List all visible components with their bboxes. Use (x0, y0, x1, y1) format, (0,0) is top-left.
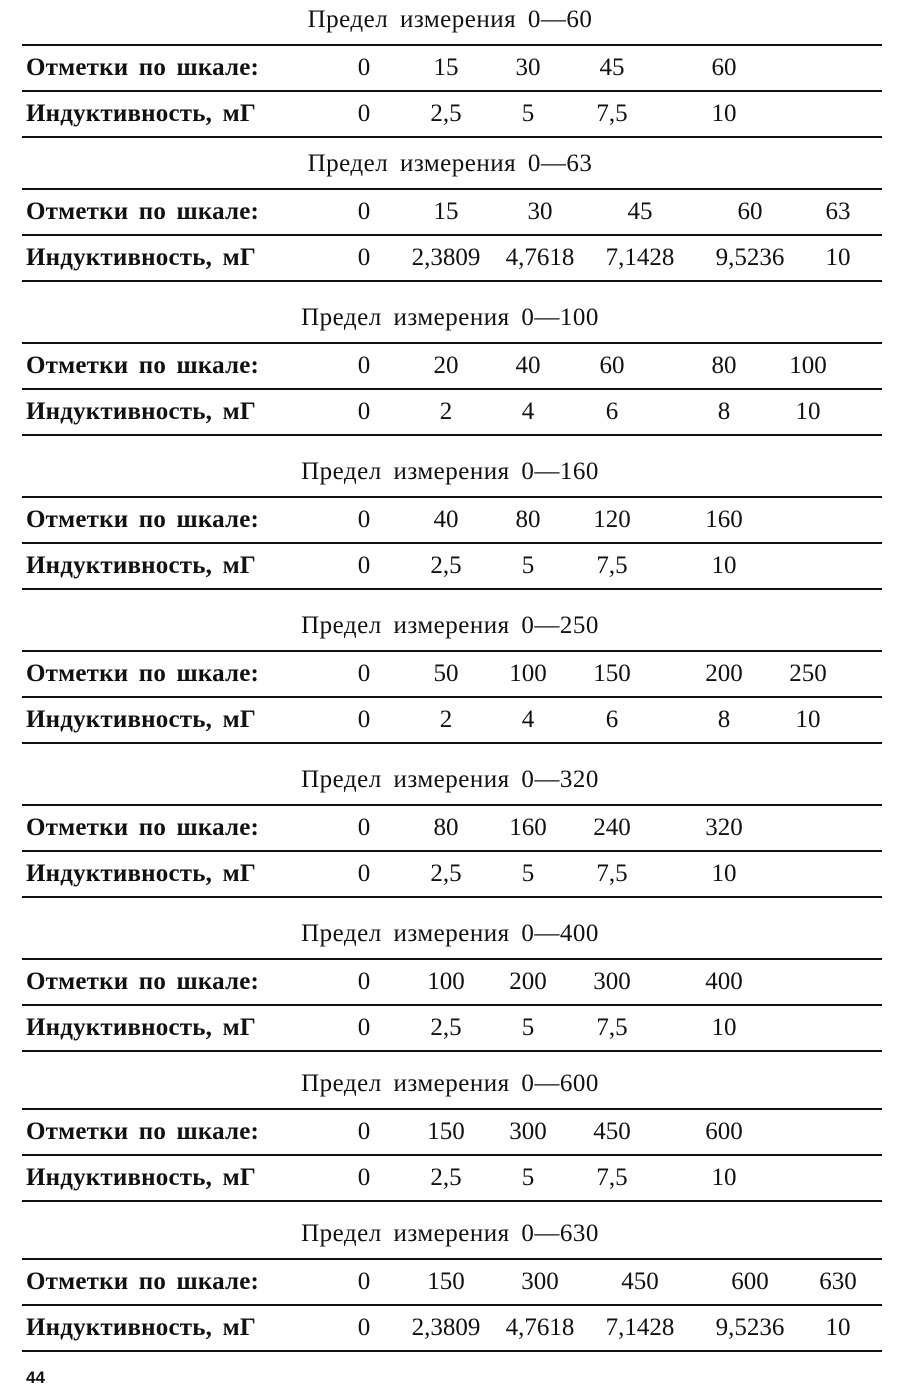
inductance-row (22, 1156, 882, 1200)
scale-marks-row (22, 344, 882, 390)
scale-mark-value: 30 (515, 54, 541, 81)
scale-table (22, 496, 882, 590)
row-label: Индуктивность, мГ (26, 552, 256, 579)
row-label: Отметки по шкале: (26, 198, 260, 225)
scale-mark-value: 0 (357, 54, 371, 81)
range-title: Предел измерения 0—630 (301, 1220, 599, 1247)
inductance-value: 6 (605, 706, 619, 733)
scale-mark-value (758, 46, 858, 90)
scale-table (22, 958, 882, 1052)
scale-mark-value: 200 (509, 968, 547, 995)
inductance-value: 0 (357, 860, 371, 887)
inductance-value: 4,7618 (505, 244, 575, 271)
scale-table (22, 44, 882, 138)
range-section (0, 760, 900, 914)
scale-table (22, 188, 882, 282)
scale-marks-row (22, 806, 882, 852)
range-title: Предел измерения 0—600 (301, 1070, 599, 1097)
inductance-value: 0 (357, 1014, 371, 1041)
scale-table (22, 1108, 882, 1202)
range-section (0, 914, 900, 1068)
range-section (0, 1214, 900, 1368)
inductance-value: 4 (521, 398, 535, 425)
range-title: Предел измерения 0—250 (301, 612, 599, 639)
row-label: Индуктивность, мГ (26, 1314, 256, 1341)
scale-mark-value: 15 (433, 198, 459, 225)
scale-mark-value: 100 (509, 660, 547, 687)
inductance-value: 10 (795, 398, 821, 425)
scale-mark-value: 150 (427, 1268, 465, 1295)
inductance-value: 10 (711, 552, 737, 579)
scale-mark-value: 63 (825, 198, 851, 225)
inductance-value: 7,1428 (605, 1314, 675, 1341)
scale-mark-value: 60 (711, 54, 737, 81)
inductance-value: 4,7618 (505, 1314, 575, 1341)
row-label: Отметки по шкале: (26, 1268, 260, 1295)
inductance-value: 8 (717, 706, 731, 733)
scale-mark-value: 100 (789, 352, 827, 379)
page-number: 44 (26, 1368, 45, 1387)
inductance-value: 10 (795, 706, 821, 733)
scale-mark-value: 450 (621, 1268, 659, 1295)
range-title: Предел измерения 0—60 (307, 6, 593, 33)
row-label: Индуктивность, мГ (26, 706, 256, 733)
inductance-row (22, 698, 882, 742)
scale-mark-value: 120 (593, 506, 631, 533)
inductance-value (758, 1156, 858, 1200)
inductance-value: 10 (825, 244, 851, 271)
scale-mark-value: 300 (521, 1268, 559, 1295)
range-title: Предел измерения 0—63 (307, 150, 593, 177)
scale-mark-value (758, 1110, 858, 1154)
scale-mark-value (758, 960, 858, 1004)
inductance-value: 0 (357, 706, 371, 733)
row-label: Отметки по шкале: (26, 814, 260, 841)
inductance-value: 10 (711, 1164, 737, 1191)
inductance-row (22, 852, 882, 896)
scale-table (22, 1258, 882, 1352)
inductance-value: 2 (439, 706, 453, 733)
scale-mark-value (758, 806, 858, 850)
scale-marks-row (22, 1260, 882, 1306)
inductance-value: 7,5 (596, 100, 628, 127)
range-section (0, 1064, 900, 1218)
inductance-value: 10 (711, 100, 737, 127)
scale-mark-value: 80 (711, 352, 737, 379)
row-label: Отметки по шкале: (26, 54, 260, 81)
range-title: Предел измерения 0—100 (301, 304, 599, 331)
row-label: Индуктивность, мГ (26, 1014, 256, 1041)
inductance-value: 5 (521, 1014, 535, 1041)
scale-mark-value: 160 (705, 506, 743, 533)
scale-mark-value (758, 498, 858, 542)
scale-mark-value: 40 (515, 352, 541, 379)
inductance-value (758, 544, 858, 588)
range-section (0, 144, 900, 298)
inductance-value: 2,5 (430, 100, 462, 127)
inductance-value: 7,5 (596, 1014, 628, 1041)
scale-mark-value: 320 (705, 814, 743, 841)
inductance-value: 8 (717, 398, 731, 425)
row-label: Индуктивность, мГ (26, 1164, 256, 1191)
scale-mark-value: 450 (593, 1118, 631, 1145)
inductance-value: 2,5 (430, 860, 462, 887)
range-section (0, 606, 900, 760)
scale-mark-value: 0 (357, 968, 371, 995)
scale-mark-value: 400 (705, 968, 743, 995)
scale-mark-value: 0 (357, 352, 371, 379)
scale-mark-value: 0 (357, 198, 371, 225)
inductance-value: 7,5 (596, 552, 628, 579)
row-label: Отметки по шкале: (26, 660, 260, 687)
inductance-value (758, 1006, 858, 1050)
inductance-value: 10 (711, 860, 737, 887)
inductance-value: 2 (439, 398, 453, 425)
scale-table (22, 804, 882, 898)
row-label: Отметки по шкале: (26, 968, 260, 995)
scale-mark-value: 40 (433, 506, 459, 533)
inductance-row (22, 1006, 882, 1050)
scale-mark-value: 100 (427, 968, 465, 995)
inductance-value (758, 92, 858, 136)
scale-mark-value: 45 (627, 198, 653, 225)
row-label: Индуктивность, мГ (26, 860, 256, 887)
scale-marks-row (22, 190, 882, 236)
scale-mark-value: 45 (599, 54, 625, 81)
inductance-value: 9,5236 (715, 1314, 785, 1341)
scale-marks-row (22, 652, 882, 698)
inductance-value: 0 (357, 244, 371, 271)
inductance-value: 5 (521, 100, 535, 127)
scale-mark-value: 20 (433, 352, 459, 379)
scale-mark-value: 0 (357, 1118, 371, 1145)
inductance-value: 9,5236 (715, 244, 785, 271)
inductance-value: 2,5 (430, 1014, 462, 1041)
row-label: Индуктивность, мГ (26, 398, 256, 425)
scale-mark-value: 60 (737, 198, 763, 225)
scale-mark-value: 300 (509, 1118, 547, 1145)
scale-mark-value: 60 (599, 352, 625, 379)
scale-table (22, 650, 882, 744)
inductance-row (22, 92, 882, 136)
scale-mark-value: 0 (357, 1268, 371, 1295)
scale-mark-value: 0 (357, 506, 371, 533)
scale-mark-value: 250 (789, 660, 827, 687)
inductance-value: 0 (357, 1164, 371, 1191)
inductance-row (22, 390, 882, 434)
inductance-value: 4 (521, 706, 535, 733)
inductance-value: 2,5 (430, 1164, 462, 1191)
inductance-value: 10 (711, 1014, 737, 1041)
inductance-value: 5 (521, 552, 535, 579)
scale-marks-row (22, 960, 882, 1006)
inductance-value (758, 852, 858, 896)
range-section (0, 298, 900, 452)
inductance-value: 0 (357, 1314, 371, 1341)
inductance-value: 7,1428 (605, 244, 675, 271)
scale-mark-value: 160 (509, 814, 547, 841)
inductance-value: 2,3809 (411, 244, 481, 271)
scale-marks-row (22, 1110, 882, 1156)
inductance-value: 7,5 (596, 860, 628, 887)
inductance-value: 0 (357, 398, 371, 425)
inductance-value: 0 (357, 100, 371, 127)
inductance-value: 10 (825, 1314, 851, 1341)
inductance-row (22, 544, 882, 588)
scale-mark-value: 30 (527, 198, 553, 225)
scale-mark-value: 600 (705, 1118, 743, 1145)
scale-marks-row (22, 46, 882, 92)
scale-mark-value: 80 (433, 814, 459, 841)
scale-mark-value: 600 (731, 1268, 769, 1295)
scale-mark-value: 630 (819, 1268, 857, 1295)
range-title: Предел измерения 0—320 (301, 766, 599, 793)
range-title: Предел измерения 0—160 (301, 458, 599, 485)
inductance-value: 5 (521, 1164, 535, 1191)
inductance-value: 7,5 (596, 1164, 628, 1191)
inductance-value: 2,5 (430, 552, 462, 579)
row-label: Индуктивность, мГ (26, 244, 256, 271)
inductance-value: 0 (357, 552, 371, 579)
scale-marks-row (22, 498, 882, 544)
scale-mark-value: 50 (433, 660, 459, 687)
inductance-value: 5 (521, 860, 535, 887)
scale-mark-value: 150 (593, 660, 631, 687)
scale-mark-value: 0 (357, 660, 371, 687)
row-label: Отметки по шкале: (26, 506, 260, 533)
scale-mark-value: 200 (705, 660, 743, 687)
scale-mark-value: 0 (357, 814, 371, 841)
scale-mark-value: 150 (427, 1118, 465, 1145)
inductance-value: 6 (605, 398, 619, 425)
range-section (0, 452, 900, 606)
scale-mark-value: 240 (593, 814, 631, 841)
scale-table (22, 342, 882, 436)
scale-mark-value: 300 (593, 968, 631, 995)
row-label: Индуктивность, мГ (26, 100, 256, 127)
row-label: Отметки по шкале: (26, 1118, 260, 1145)
inductance-row (22, 1306, 882, 1350)
range-title: Предел измерения 0—400 (301, 920, 599, 947)
row-label: Отметки по шкале: (26, 352, 260, 379)
inductance-value: 2,3809 (411, 1314, 481, 1341)
scale-mark-value: 15 (433, 54, 459, 81)
scale-mark-value: 80 (515, 506, 541, 533)
inductance-row (22, 236, 882, 280)
range-section (0, 0, 900, 154)
